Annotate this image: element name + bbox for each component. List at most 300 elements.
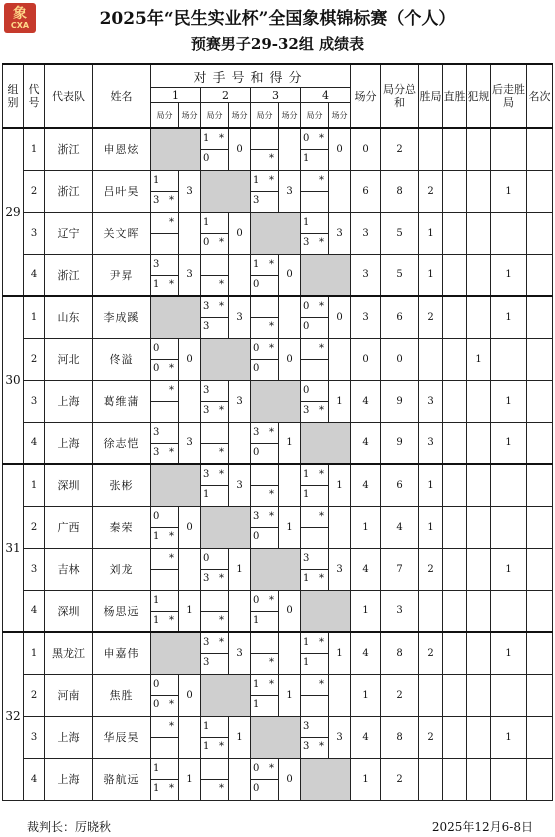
game-score-top: 1 [303,469,310,481]
match-score-cell [229,758,251,800]
game-score-bottom: 1 [303,153,310,165]
game-score-cell [301,506,329,548]
group-number: 29 [3,128,24,296]
color-mark-top: * [269,258,274,270]
game-score-bottom: 0 [253,446,260,458]
match-score-cell [279,632,301,674]
header-game-score: 局分 [201,103,229,129]
stat-foul [467,632,491,674]
header-total-games: 局分总和 [381,64,419,128]
game-score-bottom: 3 [153,446,160,458]
stat-games: 8 [381,632,419,674]
color-mark-bottom: * [219,614,224,626]
stat-match: 4 [351,632,381,674]
self-cell [301,758,351,800]
color-mark-bottom: * [269,489,274,501]
header-wins: 胜局 [419,64,443,128]
game-score-cell [151,170,179,212]
seat-number: 1 [24,128,45,170]
color-mark-bottom: * [319,237,324,248]
color-mark-top: * [219,469,224,481]
color-mark-top: * [269,679,274,690]
stat-foul [467,380,491,422]
match-score-cell: 0 [179,506,201,548]
player-name: 焦胜 [93,674,151,716]
color-mark-top: * [219,637,224,649]
stat-foul [467,128,491,170]
stat-wins: 2 [419,632,443,674]
game-score-bottom: 1 [203,741,210,752]
stat-bwins: 1 [491,380,527,422]
stat-games: 5 [381,212,419,254]
color-mark-top: * [169,385,174,396]
match-score-cell: 3 [179,170,201,212]
color-mark-bottom: * [219,783,224,794]
stat-bwins: 1 [491,716,527,758]
game-score-top: 3 [253,426,260,438]
match-score-cell [179,716,201,758]
stat-rank [527,716,553,758]
match-score-cell: 0 [279,338,301,380]
stat-direct [443,632,467,674]
game-score-cell [201,716,229,758]
logo-text: CXA [10,20,30,30]
game-score-cell [151,674,179,716]
stat-match: 3 [351,254,381,296]
stat-games: 9 [381,380,419,422]
match-score-cell: 1 [279,422,301,464]
player-row [3,254,553,296]
divider [301,527,328,528]
game-score-cell [151,758,179,800]
player-name: 吕叶昊 [93,170,151,212]
match-score-cell: 0 [229,128,251,170]
header-opponents: 对手号和得分 [151,64,351,88]
match-score-cell: 3 [229,464,251,506]
team-name: 黑龙江 [45,632,93,674]
match-score-cell [279,296,301,338]
game-score-top: 3 [203,301,210,313]
divider [301,191,328,192]
team-name: 广西 [45,506,93,548]
color-mark-top: * [219,301,224,313]
divider [251,317,278,318]
team-name: 上海 [45,758,93,800]
stat-wins: 1 [419,506,443,548]
divider [151,401,178,402]
game-score-top: 0 [253,763,260,774]
stat-direct [443,674,467,716]
header-rank: 名次 [527,64,553,128]
player-name: 刘龙 [93,548,151,590]
color-mark-bottom: * [269,657,274,669]
game-score-cell [301,380,329,422]
stat-direct [443,170,467,212]
game-score-cell [251,254,279,296]
match-score-cell [329,338,351,380]
team-name: 深圳 [45,590,93,632]
stat-rank [527,338,553,380]
divider [301,569,328,570]
stat-rank [527,380,553,422]
color-mark-top: * [169,217,174,228]
player-name: 杨思远 [93,590,151,632]
game-score-top: 3 [203,385,210,396]
stat-rank [527,674,553,716]
match-score-cell [229,422,251,464]
game-score-bottom: 0 [303,321,310,333]
header-group: 组别 [3,64,24,128]
results-body [3,128,553,800]
player-row [3,590,553,632]
stat-bwins: 1 [491,170,527,212]
color-mark-bottom: * [219,405,224,416]
seat-number: 4 [24,590,45,632]
divider [201,275,228,276]
game-score-top: 0 [253,343,260,354]
game-score-cell [151,212,179,254]
stat-match: 4 [351,548,381,590]
self-cell [201,338,251,380]
team-name: 深圳 [45,464,93,506]
game-score-cell [201,464,229,506]
divider [151,527,178,528]
self-cell [301,254,351,296]
header-match-score: 场分 [279,103,301,129]
seat-number: 1 [24,296,45,338]
stat-rank [527,128,553,170]
game-score-bottom: 0 [153,699,160,710]
match-score-cell: 3 [229,632,251,674]
match-score-cell: 1 [329,632,351,674]
divider [251,779,278,780]
header-team: 代表队 [45,64,93,128]
seat-number: 4 [24,254,45,296]
color-mark-top: * [269,594,274,606]
stat-games: 3 [381,590,419,632]
game-score-cell [201,380,229,422]
match-score-cell: 1 [229,716,251,758]
player-row [3,296,553,338]
divider [201,779,228,780]
game-score-top: 1 [203,217,210,228]
header-game-score: 局分 [301,103,329,129]
player-name: 尹昇 [93,254,151,296]
stat-bwins [491,464,527,506]
game-score-cell [301,296,329,338]
match-score-cell: 3 [229,380,251,422]
stat-wins: 3 [419,422,443,464]
game-score-cell [301,548,329,590]
match-score-cell: 0 [179,338,201,380]
divider [201,737,228,738]
stat-foul [467,170,491,212]
game-score-cell [301,338,329,380]
stat-foul [467,254,491,296]
team-name: 辽宁 [45,212,93,254]
divider [151,233,178,234]
match-score-cell: 0 [279,254,301,296]
player-name: 关文晖 [93,212,151,254]
divider [251,359,278,360]
stat-games: 4 [381,506,419,548]
self-cell [301,422,351,464]
team-name: 上海 [45,380,93,422]
seat-number: 4 [24,422,45,464]
player-row [3,548,553,590]
stat-wins: 1 [419,254,443,296]
stat-direct [443,464,467,506]
color-mark-bottom: * [169,699,174,710]
player-row [3,632,553,674]
game-score-top: 1 [303,217,310,228]
game-score-bottom: 3 [303,237,310,248]
seat-number: 2 [24,338,45,380]
stat-wins: 3 [419,380,443,422]
group-number: 30 [3,296,24,464]
player-row [3,212,553,254]
game-score-cell [251,506,279,548]
match-score-cell: 3 [329,548,351,590]
self-cell [201,506,251,548]
game-score-cell [151,716,179,758]
self-cell [251,380,301,422]
game-score-top: 0 [303,133,310,145]
referee-label: 裁判长：厉晓秋 [27,820,112,834]
stat-rank [527,632,553,674]
stat-games: 7 [381,548,419,590]
seat-number: 3 [24,548,45,590]
divider [251,443,278,444]
match-score-cell: 0 [329,128,351,170]
game-score-top: 3 [153,426,160,438]
color-mark-bottom: * [219,741,224,752]
game-score-top: 0 [303,385,310,396]
stat-games: 0 [381,338,419,380]
stat-wins [419,128,443,170]
header-direct: 直胜 [443,64,467,128]
header-black-wins: 后走胜局 [491,64,527,128]
stat-match: 3 [351,212,381,254]
color-mark-bottom: * [219,573,224,584]
divider [151,569,178,570]
player-name: 华辰昊 [93,716,151,758]
seat-number: 1 [24,464,45,506]
match-score-cell: 0 [179,674,201,716]
match-score-cell: 0 [329,296,351,338]
stat-bwins [491,674,527,716]
game-score-cell [301,716,329,758]
self-cell [201,674,251,716]
player-row [3,758,553,800]
game-score-cell [151,254,179,296]
stat-wins [419,674,443,716]
stat-rank [527,548,553,590]
match-score-cell [279,128,301,170]
game-score-cell [251,464,279,506]
player-name: 秦荣 [93,506,151,548]
match-score-cell: 3 [279,170,301,212]
stat-match: 1 [351,674,381,716]
color-mark-bottom: * [219,237,224,248]
stat-wins: 2 [419,170,443,212]
color-mark-top: * [169,721,174,732]
stat-bwins: 1 [491,548,527,590]
game-score-bottom: 0 [253,531,260,542]
stat-direct [443,254,467,296]
stat-direct [443,296,467,338]
stat-wins [419,758,443,800]
stat-bwins [491,758,527,800]
divider [251,191,278,192]
match-score-cell: 3 [329,716,351,758]
game-score-top: 1 [203,721,210,732]
team-name: 河北 [45,338,93,380]
stat-wins [419,338,443,380]
game-score-cell [301,170,329,212]
stat-foul [467,548,491,590]
stat-match: 1 [351,758,381,800]
game-score-top: 1 [203,133,210,145]
color-mark-top: * [269,426,274,438]
color-mark-top: * [169,553,174,564]
header-match-score: 场分 [179,103,201,129]
match-score-cell [279,464,301,506]
game-score-top: 3 [253,511,260,522]
game-score-bottom: 3 [203,573,210,584]
game-score-top: 1 [253,175,260,186]
stat-bwins [491,212,527,254]
stat-rank [527,170,553,212]
match-score-cell [329,674,351,716]
group-number: 32 [3,632,24,800]
game-score-bottom: 1 [303,573,310,584]
divider [201,149,228,150]
stat-direct [443,422,467,464]
divider [251,611,278,612]
stat-direct [443,506,467,548]
match-score-cell [329,170,351,212]
game-score-top: 1 [253,258,260,270]
stat-bwins [491,506,527,548]
self-cell [151,296,201,338]
game-score-cell [251,170,279,212]
game-score-cell [251,338,279,380]
game-score-bottom: 0 [253,783,260,794]
stat-rank [527,254,553,296]
stat-rank [527,296,553,338]
seat-number: 3 [24,212,45,254]
header-game-score: 局分 [251,103,279,129]
match-score-cell: 0 [229,212,251,254]
team-name: 浙江 [45,128,93,170]
game-score-cell [151,380,179,422]
stat-match: 3 [351,296,381,338]
date-label: 2025年12月6-8日 [431,820,533,834]
match-score-cell: 1 [329,380,351,422]
match-score-cell [229,590,251,632]
stat-wins: 2 [419,716,443,758]
color-mark-top: * [319,301,324,313]
game-score-bottom: 3 [203,405,210,416]
stat-match: 4 [351,422,381,464]
game-score-bottom: 1 [153,531,160,542]
seat-number: 1 [24,632,45,674]
game-score-top: 3 [303,721,310,732]
match-score-cell: 1 [279,506,301,548]
divider [151,275,178,276]
game-score-top: 3 [153,258,160,270]
game-score-bottom: 1 [153,278,160,290]
game-score-cell [251,422,279,464]
divider [201,401,228,402]
game-score-top: 1 [253,679,260,690]
stat-foul [467,674,491,716]
player-row [3,170,553,212]
match-score-cell [179,212,201,254]
stat-direct [443,212,467,254]
player-name: 骆航远 [93,758,151,800]
match-score-cell: 3 [329,212,351,254]
stat-wins: 2 [419,296,443,338]
match-score-cell: 1 [229,548,251,590]
color-mark-top: * [269,511,274,522]
page-subtitle: 预赛男子29-32组 成绩表 [190,35,365,53]
stat-foul [467,590,491,632]
game-score-top: 3 [203,637,210,649]
color-mark-bottom: * [169,278,174,290]
player-row [3,422,553,464]
game-score-cell [201,212,229,254]
player-name: 李成蹊 [93,296,151,338]
game-score-top: 0 [203,553,210,564]
divider [301,695,328,696]
game-score-cell [151,548,179,590]
match-score-cell: 1 [329,464,351,506]
divider [251,485,278,486]
stat-foul [467,758,491,800]
divider [151,443,178,444]
game-score-cell [251,632,279,674]
game-score-top: 0 [253,594,260,606]
stat-direct [443,128,467,170]
game-score-cell [201,296,229,338]
player-row [3,128,553,170]
results-table [2,63,553,801]
stat-games: 2 [381,128,419,170]
stat-bwins: 1 [491,254,527,296]
divider [151,737,178,738]
game-score-bottom: 0 [153,363,160,374]
divider [301,653,328,654]
stat-bwins: 1 [491,422,527,464]
stat-bwins: 1 [491,632,527,674]
game-score-cell [151,422,179,464]
color-mark-bottom: * [169,531,174,542]
divider [201,317,228,318]
game-score-top: 0 [153,343,160,354]
color-mark-bottom: * [269,153,274,165]
game-score-bottom: 3 [303,741,310,752]
team-name: 吉林 [45,548,93,590]
divider [151,359,178,360]
header-round: 2 [201,88,251,103]
header-name: 姓名 [93,64,151,128]
stat-match: 4 [351,464,381,506]
stat-bwins [491,128,527,170]
match-score-cell: 3 [179,254,201,296]
stat-foul [467,422,491,464]
